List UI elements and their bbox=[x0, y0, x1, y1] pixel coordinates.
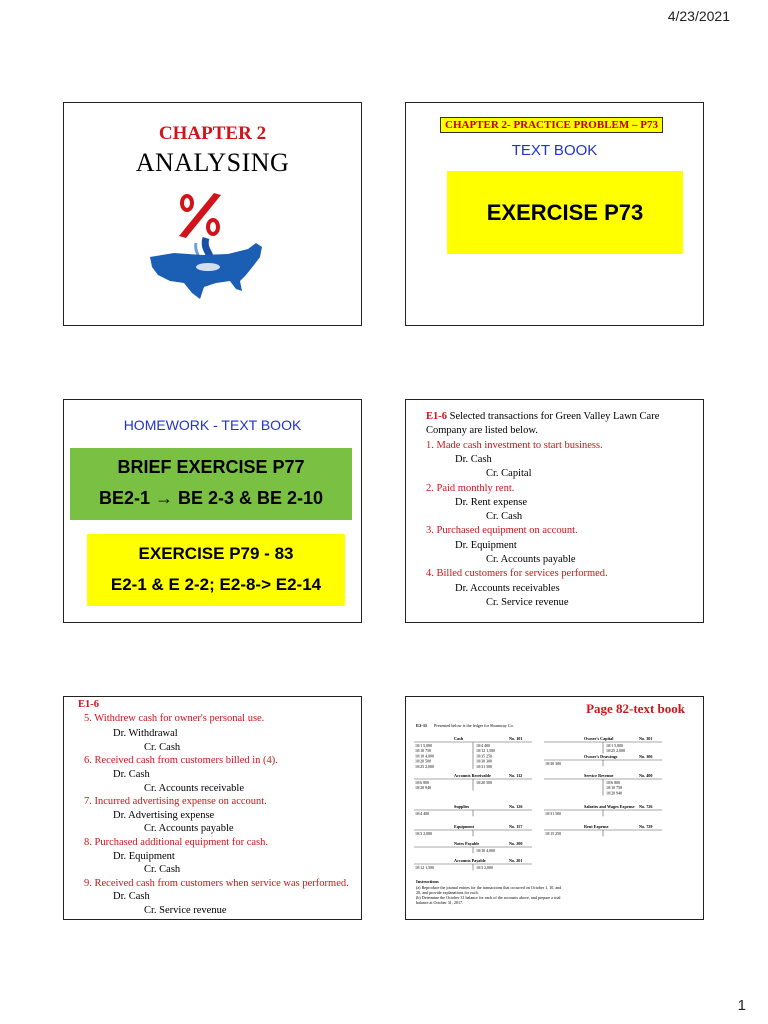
ledger-entry: 10/20 500 bbox=[476, 780, 493, 785]
text-line: Dr. Cash bbox=[113, 769, 150, 780]
text-line: E1-6 Selected transactions for Green Valley Lawn Care bbox=[426, 411, 660, 422]
account-number: No. 200 bbox=[509, 841, 523, 846]
account-name: Owner's Drawings bbox=[584, 754, 618, 759]
page-reference: Page 82-text book bbox=[586, 701, 685, 716]
brief-exercise-range: BE2-1 → BE 2-3 & BE 2-10 bbox=[98, 488, 324, 508]
account-number: No. 112 bbox=[509, 773, 523, 778]
account-name: Rent Expense bbox=[584, 824, 609, 829]
text-line: Cr. Cash bbox=[144, 864, 181, 876]
text-line: Dr. Equipment bbox=[113, 850, 175, 862]
slide-2 bbox=[405, 102, 704, 326]
slide-3 bbox=[63, 399, 362, 623]
ledger-entry: 10/1 5,000 bbox=[415, 743, 433, 748]
text-line: Cr. Cash bbox=[144, 741, 181, 753]
exercise-box: EXERCISE P73 bbox=[447, 171, 683, 254]
brief-exercise-title: BRIEF EXERCISE P77 bbox=[117, 457, 305, 477]
text-line: 4. Billed customers for services performed. bbox=[426, 568, 608, 580]
ledger-entry: 10/6 800 bbox=[415, 780, 430, 785]
ledger-entry: 10/31 500 bbox=[545, 811, 562, 816]
text-line: 7. Incurred advertising expense on account. bbox=[84, 796, 267, 808]
ledger-entry: 10/25 2,000 bbox=[415, 763, 435, 769]
ledger-entry: 10/12 1,500 bbox=[415, 865, 435, 870]
ledger-entry: 10/10 4,000 bbox=[415, 753, 435, 759]
exercise-range: E2-1 & E 2-2; E2-8-> E2-14 bbox=[110, 575, 322, 594]
slide-5 bbox=[63, 696, 362, 920]
ledger-entry: 10/30 300 bbox=[545, 761, 562, 766]
ledger-entry: 10/3 2,000 bbox=[415, 831, 433, 836]
text-line: Cr. Service revenue bbox=[486, 596, 569, 608]
account-number: No. 126 bbox=[509, 804, 523, 809]
text-line: 8. Purchased additional equipment for cash. bbox=[84, 837, 268, 848]
ledger-entry: 10/10 750 bbox=[415, 748, 432, 754]
text-book-label: TEXT BOOK bbox=[511, 142, 598, 159]
account-number: No. 306 bbox=[639, 754, 653, 759]
slide-title: ANALYSING bbox=[135, 148, 290, 177]
ledger-intro: Presented below is the ledger for Shumway Co. bbox=[434, 723, 514, 728]
account-name: Service Revenue bbox=[584, 773, 614, 778]
ledger-entry: 10/10 750 bbox=[606, 785, 623, 791]
ledger-entry: 10/31 500 bbox=[476, 763, 493, 769]
text-line: Dr. Cash bbox=[113, 891, 150, 903]
text-line: E1-6 bbox=[78, 699, 99, 710]
exercise-title: EXERCISE P79 - 83 bbox=[138, 544, 294, 563]
text-line: 6. Received cash from customers billed in (4). bbox=[84, 755, 278, 767]
text-line: 9. Received cash from customers when service was performed. bbox=[84, 877, 349, 889]
text-line: Dr. Advertising expense bbox=[113, 809, 215, 821]
account-number: No. 101 bbox=[509, 736, 523, 741]
instructions-text: (b) Determine the October 31 balance for each of the accounts above, and prepare a trial bbox=[416, 895, 561, 900]
account-number: No. 301 bbox=[639, 736, 653, 741]
text-line: Dr. Equipment bbox=[455, 539, 517, 551]
account-name: Salaries and Wages Expense bbox=[584, 804, 635, 809]
ledger-entry: 10/15 250 bbox=[476, 753, 493, 759]
account-name: Equipment bbox=[454, 824, 475, 829]
homework-heading: HOMEWORK - TEXT BOOK bbox=[123, 417, 302, 433]
text-line: Cr. Accounts receivable bbox=[144, 782, 245, 794]
instructions-text: balance at October 31, 2017. bbox=[416, 900, 464, 905]
ledger-entry: 10/4 400 bbox=[415, 811, 430, 816]
chapter-label: CHAPTER 2 bbox=[158, 123, 267, 144]
ledger-entry: 10/30 300 bbox=[476, 758, 493, 764]
text-line: Cr. Capital bbox=[486, 468, 532, 480]
slide-4 bbox=[405, 399, 704, 623]
ledger-entry: 10/1 5,000 bbox=[606, 743, 624, 748]
print-date: 4/23/2021 bbox=[667, 8, 730, 24]
ledger-entry: 10/10 4,000 bbox=[476, 848, 496, 853]
slide-6 bbox=[405, 696, 704, 920]
ledger-entry: 10/4 400 bbox=[476, 743, 491, 748]
account-name: Owner's Capital bbox=[584, 736, 614, 741]
text-line: Cr. Cash bbox=[486, 511, 523, 523]
brief-exercise-box bbox=[70, 448, 352, 520]
instructions-text: 20, and provide explanations for each. bbox=[416, 890, 479, 895]
text-line: Dr. Cash bbox=[455, 453, 492, 465]
text-line: 2. Paid monthly rent. bbox=[426, 482, 515, 494]
account-number: No. 157 bbox=[509, 824, 523, 829]
text-line: 5. Withdrew cash for owner's personal use. bbox=[84, 712, 265, 724]
text-line: Cr. Accounts payable bbox=[144, 823, 234, 835]
text-line: Cr. Service revenue bbox=[144, 905, 227, 916]
exercise-box bbox=[87, 534, 345, 606]
account-name: Cash bbox=[454, 736, 464, 741]
ledger-image bbox=[414, 721, 700, 917]
ledger-entry: 10/12 1,500 bbox=[476, 748, 496, 754]
ledger-entry: 10/3 2,000 bbox=[476, 865, 494, 870]
account-name: Supplies bbox=[454, 804, 470, 809]
text-line: 1. Made cash investment to start business. bbox=[426, 439, 603, 451]
account-name: Accounts Receivable bbox=[454, 773, 491, 778]
account-number: No. 726 bbox=[639, 804, 653, 809]
account-name: Notes Payable bbox=[454, 841, 480, 846]
ledger-entry: 10/20 940 bbox=[606, 790, 623, 796]
ledger-entry: 10/20 500 bbox=[415, 758, 432, 764]
ledger-entry: 10/15 250 bbox=[545, 831, 562, 836]
percent-map-logo-icon bbox=[144, 191, 274, 303]
ledger-entry: 10/6 800 bbox=[606, 780, 621, 785]
exercise-label: E2-11 bbox=[416, 723, 428, 728]
instructions-title: Instructions bbox=[416, 879, 439, 884]
text-line: Dr. Withdrawal bbox=[113, 728, 178, 740]
text-line: Dr. Accounts receivables bbox=[455, 582, 560, 594]
slide-title: CHAPTER 2- PRACTICE PROBLEM – P73 bbox=[440, 117, 663, 133]
slide-1 bbox=[63, 102, 362, 326]
instructions-text: (a) Reproduce the journal entries for the transactions that occurred on October 1, 10, and bbox=[416, 885, 562, 890]
account-number: No. 400 bbox=[639, 773, 653, 778]
ledger-entry: 10/25 2,000 bbox=[606, 748, 626, 754]
text-line: 3. Purchased equipment on account. bbox=[426, 525, 578, 537]
text-line: Dr. Rent expense bbox=[455, 496, 528, 508]
account-number: No. 729 bbox=[639, 824, 653, 829]
ledger-entry: 10/20 940 bbox=[415, 785, 432, 791]
account-name: Accounts Payable bbox=[454, 858, 486, 863]
page-number: 1 bbox=[737, 997, 746, 1014]
account-number: No. 201 bbox=[509, 858, 523, 863]
text-line: Company are listed below. bbox=[426, 425, 538, 437]
text-line: Cr. Accounts payable bbox=[486, 554, 576, 565]
